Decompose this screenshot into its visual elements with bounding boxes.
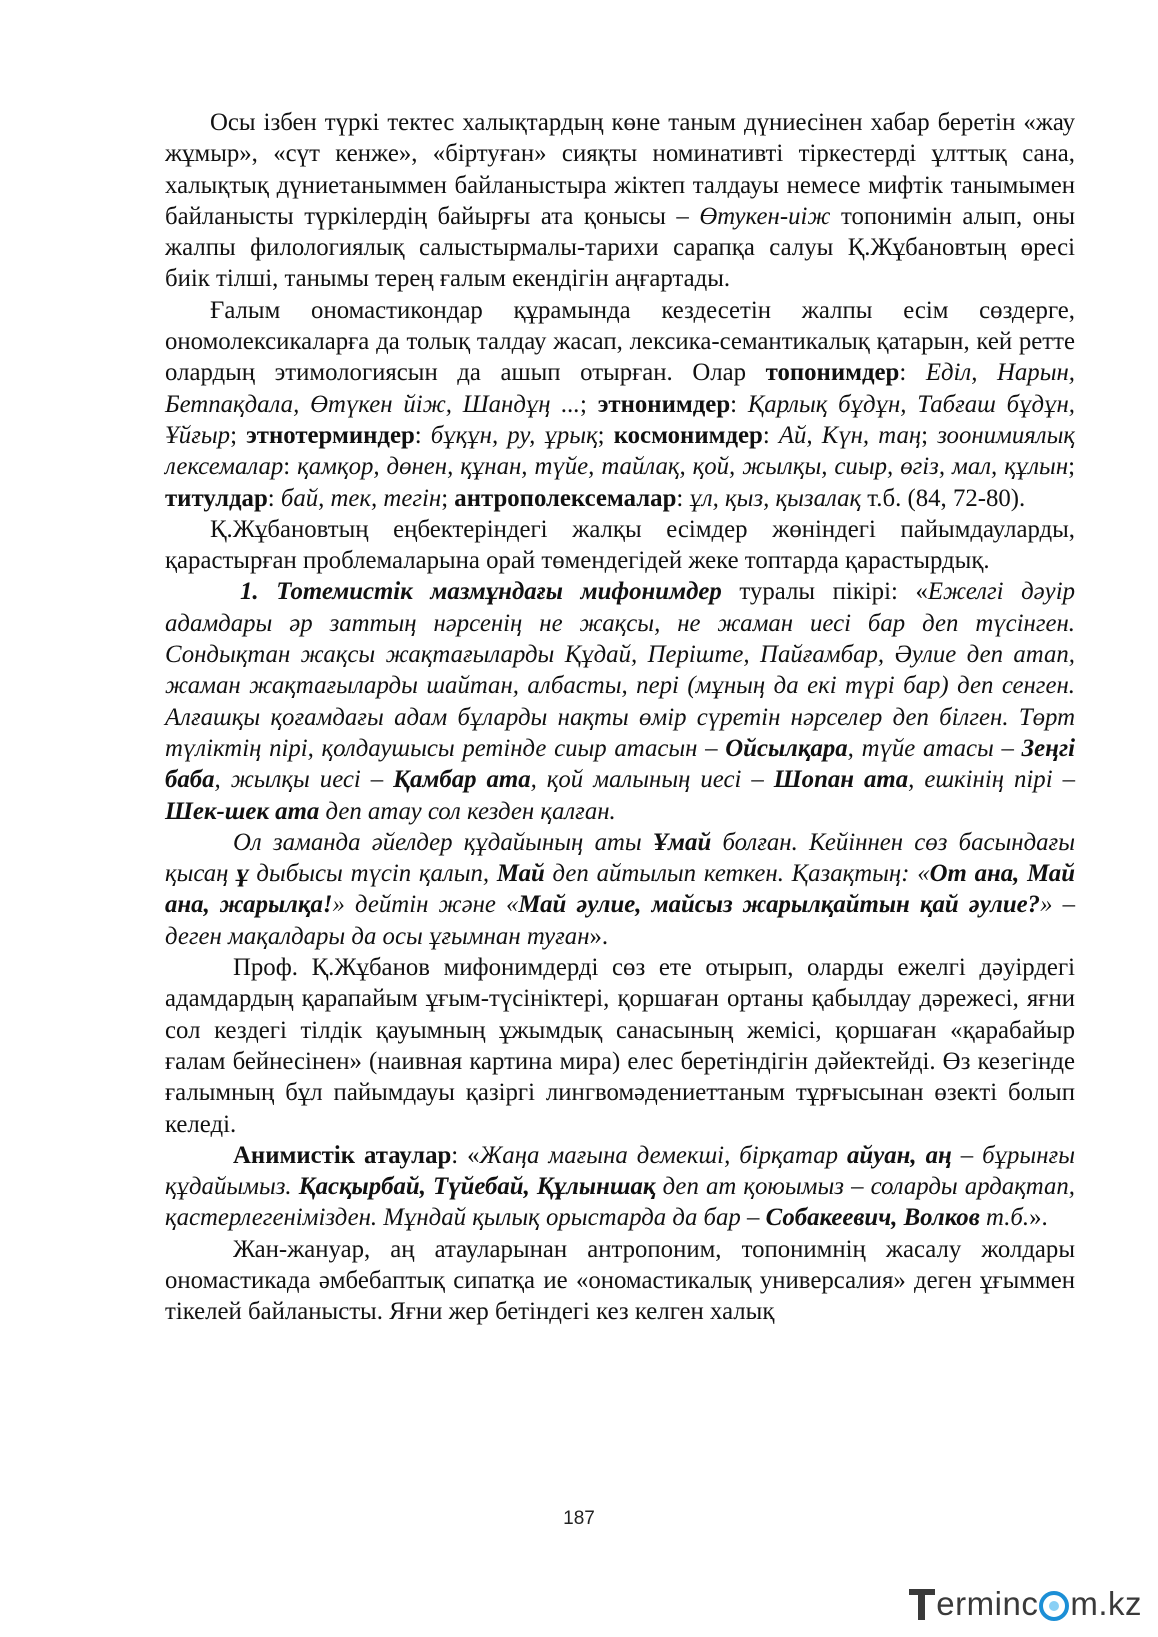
text-run: Еділ, Нарын, Бетпақдала, Өтүкен йіж, Шандұң ... <box>165 359 1076 418</box>
text-run: , ешкінің пірі – <box>908 766 1075 794</box>
text-run: : <box>283 453 298 481</box>
text-run: зоонимиялық лексемалар <box>165 421 1076 481</box>
text-run: Жан-жануар, аң атауларынан антропоним, топонимнің жасалу жолдары ономастикада әмбебаптық сипатқа ие «ономастикалық универсалия» деген ұғыммен тікелей байланысты. Яғни жер бетіндегі кез келген халық <box>165 1235 1075 1326</box>
paragraph <box>165 952 1075 1140</box>
emphasized-term: Қамбар ата <box>393 766 531 794</box>
text-run: » – деген мақалдары да осы ұғымнан туған <box>165 891 1075 950</box>
text-run: Қарлық бұдұн, Табғаш бұдұн, Ұйғыр <box>165 390 1075 449</box>
paragraph <box>165 295 1075 514</box>
emphasized-term: Зеңгі баба <box>165 734 1075 794</box>
emphasized-term: Ұмай <box>652 828 712 856</box>
text-run: деп айтылып кеткен. Қазақтың: « <box>544 860 930 888</box>
emphasized-term: этнонимдер <box>597 390 731 418</box>
text-run: туралы пікірі: « <box>721 578 928 606</box>
text-run: болған. Кейіннен сөз басындағы қысаң <box>165 828 1075 888</box>
text-run: , жылқы иесі – <box>214 766 394 794</box>
paragraph <box>165 1234 1075 1328</box>
text-run: Ай, Күн, таң <box>778 421 922 449</box>
text-run: , қой малының иесі – <box>530 766 774 794</box>
text-run: : <box>730 390 748 418</box>
text-run: : <box>414 421 431 449</box>
text-run: Ол заманда әйелдер құдайының аты <box>233 828 653 856</box>
text-run: : <box>899 359 926 387</box>
emphasized-term: Май <box>496 860 545 888</box>
emphasized-term: Қасқырбай, Түйебай, Құлыншақ <box>298 1173 656 1201</box>
emphasized-term: Май әулие, майсыз жарылқайтын қай әулие? <box>518 891 1041 919</box>
emphasized-term: Анимистік атаулар <box>233 1141 452 1169</box>
logo-t-icon <box>909 1586 935 1622</box>
text-run: Осы ізбен түркі тектес халықтардың көне таным дүниесінен хабар беретін «жау жұмыр», «сүт кенже», «біртуған» сияқты номинативті тіркестерді ұлттық сана, халықтық дүниетаныммен байланыстыра жіктеп талдауы немесе мифтік танымымен байланысты түркілердің байырғы ата қонысы – <box>165 109 1075 230</box>
paragraph <box>165 107 1075 295</box>
paragraph <box>165 827 1075 952</box>
text-run: Жаңа мағына демекші, бірқатар <box>479 1141 848 1169</box>
emphasized-term: Собакеевич, Волков <box>765 1204 980 1232</box>
text-run: топонимін алып, оны жалпы филологиялық салыстырмалы-тарихи сарапқа салуы Қ.Жұбановтың өресі биік тілші, танымы терең ғалым екендігін аңғартады. <box>165 202 1076 293</box>
text-run: ; <box>1068 453 1076 481</box>
text-run: ; <box>580 390 598 418</box>
text-run: ; <box>441 484 455 512</box>
text-run: ». <box>1029 1204 1048 1232</box>
text-run: , түйе атасы – <box>847 734 1022 762</box>
emphasized-term: Шопан ата <box>773 766 909 794</box>
text-run: қамқор, дөнен, құнан, түйе, тайлақ, қой, жылқы, сиыр, өгіз, мал, құлын <box>297 453 1069 481</box>
watermark-text-2: c <box>1021 1585 1039 1622</box>
site-watermark[interactable] <box>909 1584 1142 1624</box>
page-number: 187 <box>563 1508 595 1529</box>
text-run: Өтукен-иіж <box>699 202 831 230</box>
text-run: деп атау сол кезден қалған. <box>319 797 616 825</box>
emphasized-term: Ойсылқара <box>725 734 848 762</box>
text-run: ұл, қыз, қызалақ <box>689 484 862 512</box>
emphasized-term: антрополексемалар <box>454 484 677 512</box>
paragraph <box>165 576 1075 826</box>
text-run: т.б. (84, 72-80). <box>861 484 1026 512</box>
text-run: деп ат қоюымыз – соларды ардақтап, қастерлегенімізден. Мұндай қылық орыстарда да бар – <box>165 1173 1076 1232</box>
text-run: ; <box>597 421 614 449</box>
text-run: Ғалым ономастикондар құрамында кездесетін жалпы есім сөздерге, ономолексикаларға да толық талдау жасап, лексика-семантикалық қатарын, кей ретте олардың этимологиясын да ашып отырған. Олар <box>165 296 1075 387</box>
watermark-text-3: m.kz <box>1070 1585 1142 1622</box>
text-run: ». <box>589 922 609 950</box>
emphasized-term: космонимдер <box>613 421 763 449</box>
text-run: бұқұн, ру, ұрық <box>430 421 598 449</box>
text-run: : <box>267 484 281 512</box>
text-run: ; <box>230 421 247 449</box>
body-text <box>165 107 1075 1328</box>
text-run: : « <box>451 1141 480 1169</box>
emphasized-term: титулдар <box>165 484 268 512</box>
text-run: т.б. <box>979 1204 1030 1232</box>
text-run: : <box>762 421 779 449</box>
text-run: Ежелгі дәуір адамдары әр заттың нәрсенің не жақсы, не жаман иесі бар деп түсінген. Сондықтан жақсы жақтағыларды Құдай, Періште, Пайғамбар, Әулие деп атап, жаман жақтағыларды шайтан, албасты, пері (мұның да екі түрі бар) деп сенген. Алғашқы қоғамдағы адам бұларды нақты өмір сүретін нәрселер деп білген. Төрт түліктің пірі, қолдаушысы ретінде сиыр атасын – <box>165 578 1075 762</box>
text-run: – бұрынғы құдайымыз. <box>165 1141 1075 1201</box>
globe-icon <box>1039 1591 1069 1621</box>
text-run: » дейтін және « <box>332 891 519 919</box>
emphasized-term: топонимдер <box>765 359 900 387</box>
text-run: бай, тек, тегін <box>280 484 442 512</box>
text-run: Проф. Қ.Жұбанов мифонимдерді сөз ете отырып, оларды ежелгі дәуірдегі адамдардың қарапайым ұғым-түсініктері, қоршаған ортаны қабылдау дәрежесі, яғни сол кездегі тілдік қауымның ұжымдық санасының жемісі, қоршаған «қарабайыр ғалам бейнесінен» (наивная картина мира) елес беретіндігін дәйектейді. Өз кезегінде ғалымның бұл пайымдауы қазіргі лингвомәдениеттаным тұрғысынан өзекті болып келеді. <box>165 954 1075 1138</box>
emphasized-term: этнотерминдер <box>246 421 415 449</box>
emphasized-term: ұ <box>236 860 249 888</box>
text-run: ; <box>921 421 938 449</box>
emphasized-term: 1. Тотемистік мазмұндағы мифонимдер <box>240 578 722 606</box>
emphasized-term: Шек-шек ата <box>165 797 320 825</box>
emphasized-term: айуан, аң <box>847 1141 952 1169</box>
paragraph <box>165 514 1075 577</box>
text-run: дыбысы түсіп қалып, <box>248 860 497 888</box>
text-run: Қ.Жұбановтың еңбектеріндегі жалқы есімдер жөніндегі пайымдауларды, қарастырған проблемаларына орай төмендегідей жеке топтарда қарастырдық. <box>165 515 1075 575</box>
emphasized-term: От ана, Май ана, жарылқа! <box>165 860 1075 919</box>
paragraph <box>165 1140 1075 1234</box>
text-run: : <box>676 484 690 512</box>
watermark-text-1: ermin <box>936 1585 1022 1622</box>
